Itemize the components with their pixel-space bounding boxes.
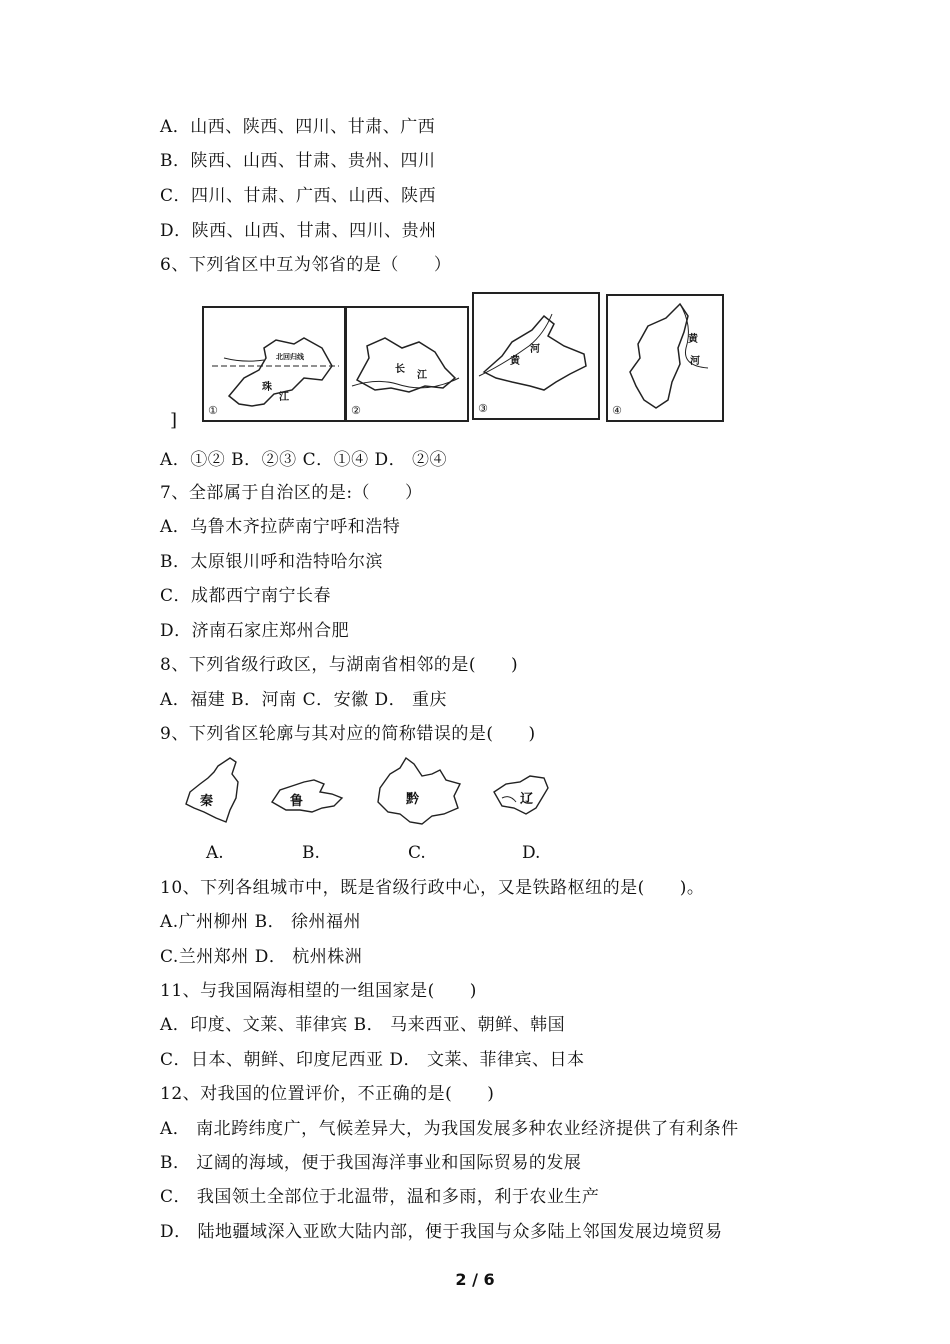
q10-options-2: C.兰州郑州 D． 杭州株洲 xyxy=(160,947,363,967)
q6-stem: 6、下列省区中互为邻省的是（ ） xyxy=(160,255,452,275)
map-4-shanxi xyxy=(606,294,724,422)
province-b-shape xyxy=(266,752,356,832)
map-2-hubei xyxy=(345,306,469,422)
q5-option-b: B．陕西、山西、甘肃、贵州、四川 xyxy=(160,151,436,171)
q12-stem: 12、对我国的位置评价，不正确的是( ) xyxy=(160,1084,495,1104)
map-2-outline xyxy=(347,308,467,420)
q8-stem: 8、下列省级行政区，与湖南省相邻的是( ) xyxy=(160,655,519,675)
map-3-number: ③ xyxy=(478,402,488,415)
page-number: 2 / 6 xyxy=(455,1270,495,1289)
q8-options: A．福建 B．河南 C．安徽 D． 重庆 xyxy=(160,690,448,710)
q5-option-d: D．陕西、山西、甘肃、四川、贵州 xyxy=(160,221,437,241)
q7-stem: 7、全部属于自治区的是:（ ） xyxy=(160,483,423,503)
q5-option-c: C．四川、甘肃、广西、山西、陕西 xyxy=(160,186,437,206)
map-1-tropic-label: 北回归线 xyxy=(276,353,304,361)
q10-stem: 10、下列各组城市中，既是省级行政中心，又是铁路枢纽的是( )。 xyxy=(160,878,705,898)
province-c-shape xyxy=(370,752,470,832)
q6-map-figure xyxy=(200,292,760,422)
map-2-number: ② xyxy=(351,404,361,417)
province-a-shape xyxy=(178,752,268,832)
province-b-abbr: 鲁 xyxy=(290,794,304,809)
map-1-guangdong xyxy=(202,306,346,422)
province-outline-b xyxy=(266,752,356,832)
province-b-option: B. xyxy=(302,843,320,863)
map-1-outline xyxy=(204,308,344,420)
q7-option-d: D．济南石家庄郑州合肥 xyxy=(160,621,350,641)
q9-stem: 9、下列省区轮廓与其对应的简称错误的是( ) xyxy=(160,724,536,744)
q6-options: A．①② B．②③ C．①④ D． ②④ xyxy=(160,450,448,470)
q5-option-a: A．山西、陕西、四川、甘肃、广西 xyxy=(160,117,436,137)
map-3-river-label-1: 黄 xyxy=(510,356,520,367)
province-outline-d xyxy=(486,752,576,832)
q11-options-1: A．印度、文莱、菲律宾 B． 马来西亚、朝鲜、韩国 xyxy=(160,1015,566,1035)
map-4-river-label-1: 黄 xyxy=(688,334,698,345)
q12-option-d: D． 陆地疆域深入亚欧大陆内部，便于我国与众多陆上邻国发展边境贸易 xyxy=(160,1222,723,1242)
map-4-outline xyxy=(608,296,722,420)
q7-option-c: C．成都西宁南宁长春 xyxy=(160,586,332,606)
province-outline-a xyxy=(178,752,268,832)
province-a-option: A. xyxy=(206,843,224,863)
map-2-river-label-2: 江 xyxy=(417,370,427,381)
map-1-number: ① xyxy=(208,404,218,417)
q7-option-b: B．太原银川呼和浩特哈尔滨 xyxy=(160,552,383,572)
province-c-abbr: 黔 xyxy=(406,792,420,807)
province-a-abbr: 秦 xyxy=(200,794,214,809)
map-3-outline xyxy=(474,294,598,418)
map-4-number: ④ xyxy=(612,404,622,417)
province-c-option: C. xyxy=(408,843,426,863)
map-3-shandong xyxy=(472,292,600,420)
q11-stem: 11、与我国隔海相望的一组国家是( ) xyxy=(160,981,477,1001)
province-d-option: D. xyxy=(522,843,541,863)
q7-option-a: A．乌鲁木齐拉萨南宁呼和浩特 xyxy=(160,517,401,537)
map-1-river-label-1: 珠 xyxy=(262,382,272,393)
map-2-river-label-1: 长 xyxy=(395,364,405,375)
province-outline-c xyxy=(370,752,470,832)
q10-options-1: A.广州柳州 B． 徐州福州 xyxy=(160,912,361,932)
stray-bracket: ] xyxy=(170,410,178,431)
province-d-abbr: 辽 xyxy=(520,792,534,807)
map-1-river-label-2: 江 xyxy=(279,392,289,403)
q12-option-c: C． 我国领土全部位于北温带，温和多雨，利于农业生产 xyxy=(160,1187,600,1207)
map-3-river-label-2: 河 xyxy=(530,344,540,355)
q12-option-a: A． 南北跨纬度广，气候差异大，为我国发展多种农业经济提供了有利条件 xyxy=(160,1119,739,1139)
q11-options-2: C．日本、朝鲜、印度尼西亚 D． 文莱、菲律宾、日本 xyxy=(160,1050,585,1070)
q12-option-b: B． 辽阔的海域，便于我国海洋事业和国际贸易的发展 xyxy=(160,1153,582,1173)
map-4-river-label-2: 河 xyxy=(690,356,700,367)
